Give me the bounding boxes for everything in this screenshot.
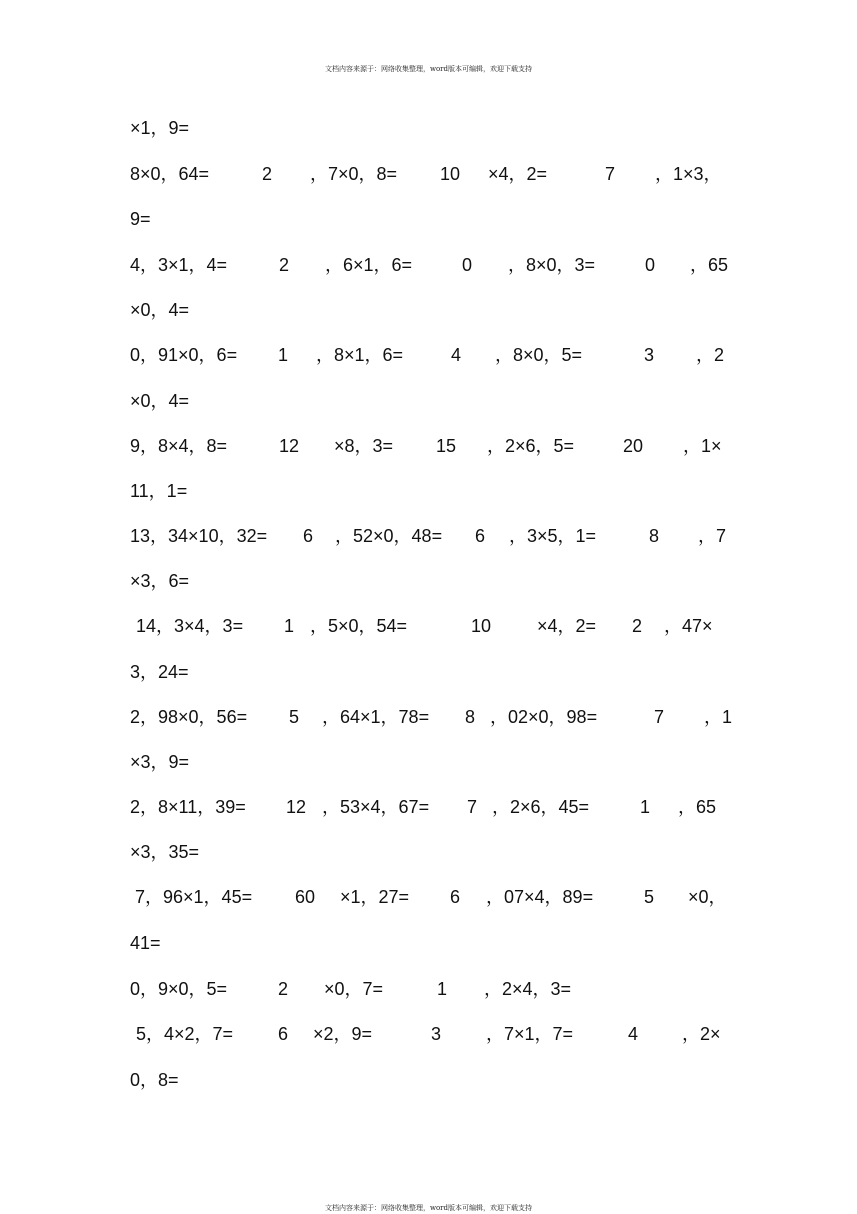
text-line-11	[0, 569, 857, 593]
line-segment: ×8，3=	[334, 436, 394, 456]
answer-value: 6	[278, 1024, 289, 1044]
answer-value: 12	[286, 797, 307, 817]
answer-value: 2	[262, 164, 273, 184]
answer-value: 5	[644, 887, 655, 907]
line-segment: 7，96×1，45=	[135, 887, 253, 907]
answer-value: 5	[289, 707, 300, 727]
line-segment: ×1，27=	[340, 887, 410, 907]
line-segment: ，2×6，45=	[492, 797, 590, 817]
answer-value: 20	[623, 436, 644, 456]
text-line-16	[0, 795, 857, 819]
answer-value: 7	[605, 164, 616, 184]
line-segment: 3，24=	[130, 662, 189, 682]
line-segment: ×4，2=	[488, 164, 548, 184]
text-line-13	[0, 660, 857, 684]
answer-value: 1	[284, 616, 295, 636]
line-segment: 0，8=	[130, 1070, 179, 1090]
text-line-18	[0, 885, 857, 909]
text-line-2	[0, 162, 857, 186]
page-footer: 文档内容来源于：网络收集整理，word版本可编辑，欢迎下载支持	[324, 1204, 533, 1212]
line-segment: ×1，9=	[130, 118, 190, 138]
line-segment: 8×0，64=	[130, 164, 210, 184]
answer-value: 10	[440, 164, 461, 184]
text-line-4	[0, 253, 857, 277]
line-segment: 14，3×4，3=	[136, 616, 244, 636]
page-header: 文档内容来源于：网络收集整理，word版本可编辑，欢迎下载支持	[324, 65, 533, 73]
line-segment: ，65	[678, 797, 717, 817]
answer-value: 7	[654, 707, 665, 727]
line-segment: ×3，9=	[130, 752, 190, 772]
answer-value: 0	[462, 255, 473, 275]
line-segment: 9=	[130, 209, 151, 229]
text-line-14	[0, 705, 857, 729]
line-segment: ，8×1，6=	[316, 345, 404, 365]
answer-value: 15	[436, 436, 457, 456]
answer-value: 7	[467, 797, 478, 817]
line-segment: 11，1=	[130, 481, 188, 501]
answer-value: 1	[278, 345, 289, 365]
text-line-5	[0, 298, 857, 322]
text-line-1	[0, 116, 857, 140]
answer-value: 1	[640, 797, 651, 817]
line-segment: 5，4×2，7=	[136, 1024, 234, 1044]
line-segment: ，7×0，8=	[310, 164, 398, 184]
text-line-10	[0, 524, 857, 548]
line-segment: 0，91×0，6=	[130, 345, 238, 365]
line-segment: ，65	[690, 255, 729, 275]
line-segment: ×3，6=	[130, 571, 190, 591]
answer-value: 2	[278, 979, 289, 999]
text-line-21	[0, 1022, 857, 1046]
text-line-8	[0, 434, 857, 458]
line-segment: ，2	[696, 345, 725, 365]
line-segment: ，6×1，6=	[325, 255, 413, 275]
line-segment: 13，34×10，32=	[130, 526, 268, 546]
text-line-15	[0, 750, 857, 774]
answer-value: 4	[451, 345, 462, 365]
answer-value: 10	[471, 616, 492, 636]
line-segment: ，7	[698, 526, 727, 546]
line-segment: 2，98×0，56=	[130, 707, 248, 727]
line-segment: ，1×	[683, 436, 722, 456]
answer-value: 1	[437, 979, 448, 999]
text-line-17	[0, 840, 857, 864]
line-segment: ，1	[704, 707, 733, 727]
line-segment: ，07×4，89=	[486, 887, 594, 907]
line-segment: 41=	[130, 933, 161, 953]
line-segment: ×0，4=	[130, 391, 190, 411]
answer-value: 12	[279, 436, 300, 456]
answer-value: 3	[644, 345, 655, 365]
text-line-12	[0, 614, 857, 638]
line-segment: ×0，	[688, 887, 727, 907]
line-segment: ，7×1，7=	[486, 1024, 574, 1044]
line-segment: ，53×4，67=	[322, 797, 430, 817]
answer-value: 4	[628, 1024, 639, 1044]
text-line-19	[0, 931, 857, 955]
answer-value: 2	[632, 616, 643, 636]
answer-value: 60	[295, 887, 316, 907]
line-segment: ，2×6，5=	[487, 436, 575, 456]
line-segment: 0，9×0，5=	[130, 979, 228, 999]
line-segment: ，3×5，1=	[509, 526, 597, 546]
answer-value: 8	[465, 707, 476, 727]
answer-value: 2	[279, 255, 290, 275]
line-segment: 2，8×11，39=	[130, 797, 246, 817]
line-segment: ，64×1，78=	[322, 707, 430, 727]
line-segment: ，8×0，3=	[508, 255, 596, 275]
line-segment: ，2×4，3=	[484, 979, 572, 999]
line-segment: 4，3×1，4=	[130, 255, 228, 275]
line-segment: ，02×0，98=	[490, 707, 598, 727]
line-segment: ×0，4=	[130, 300, 190, 320]
line-segment: ×3，35=	[130, 842, 200, 862]
answer-value: 8	[649, 526, 660, 546]
line-segment: ，52×0，48=	[335, 526, 443, 546]
text-line-7	[0, 389, 857, 413]
line-segment: ，1×3，	[655, 164, 722, 184]
text-line-6	[0, 343, 857, 367]
text-line-3	[0, 207, 857, 231]
answer-value: 6	[475, 526, 486, 546]
text-line-22	[0, 1068, 857, 1092]
answer-value: 0	[645, 255, 656, 275]
line-segment: ，5×0，54=	[310, 616, 408, 636]
line-segment: ×0，7=	[324, 979, 384, 999]
answer-value: 3	[431, 1024, 442, 1044]
answer-value: 6	[450, 887, 461, 907]
line-segment: ，8×0，5=	[495, 345, 583, 365]
line-segment: ，2×	[682, 1024, 721, 1044]
line-segment: 9，8×4，8=	[130, 436, 228, 456]
line-segment: ，47×	[664, 616, 713, 636]
text-line-20	[0, 977, 857, 1001]
answer-value: 6	[303, 526, 314, 546]
text-line-9	[0, 479, 857, 503]
line-segment: ×2，9=	[313, 1024, 373, 1044]
line-segment: ×4，2=	[537, 616, 597, 636]
